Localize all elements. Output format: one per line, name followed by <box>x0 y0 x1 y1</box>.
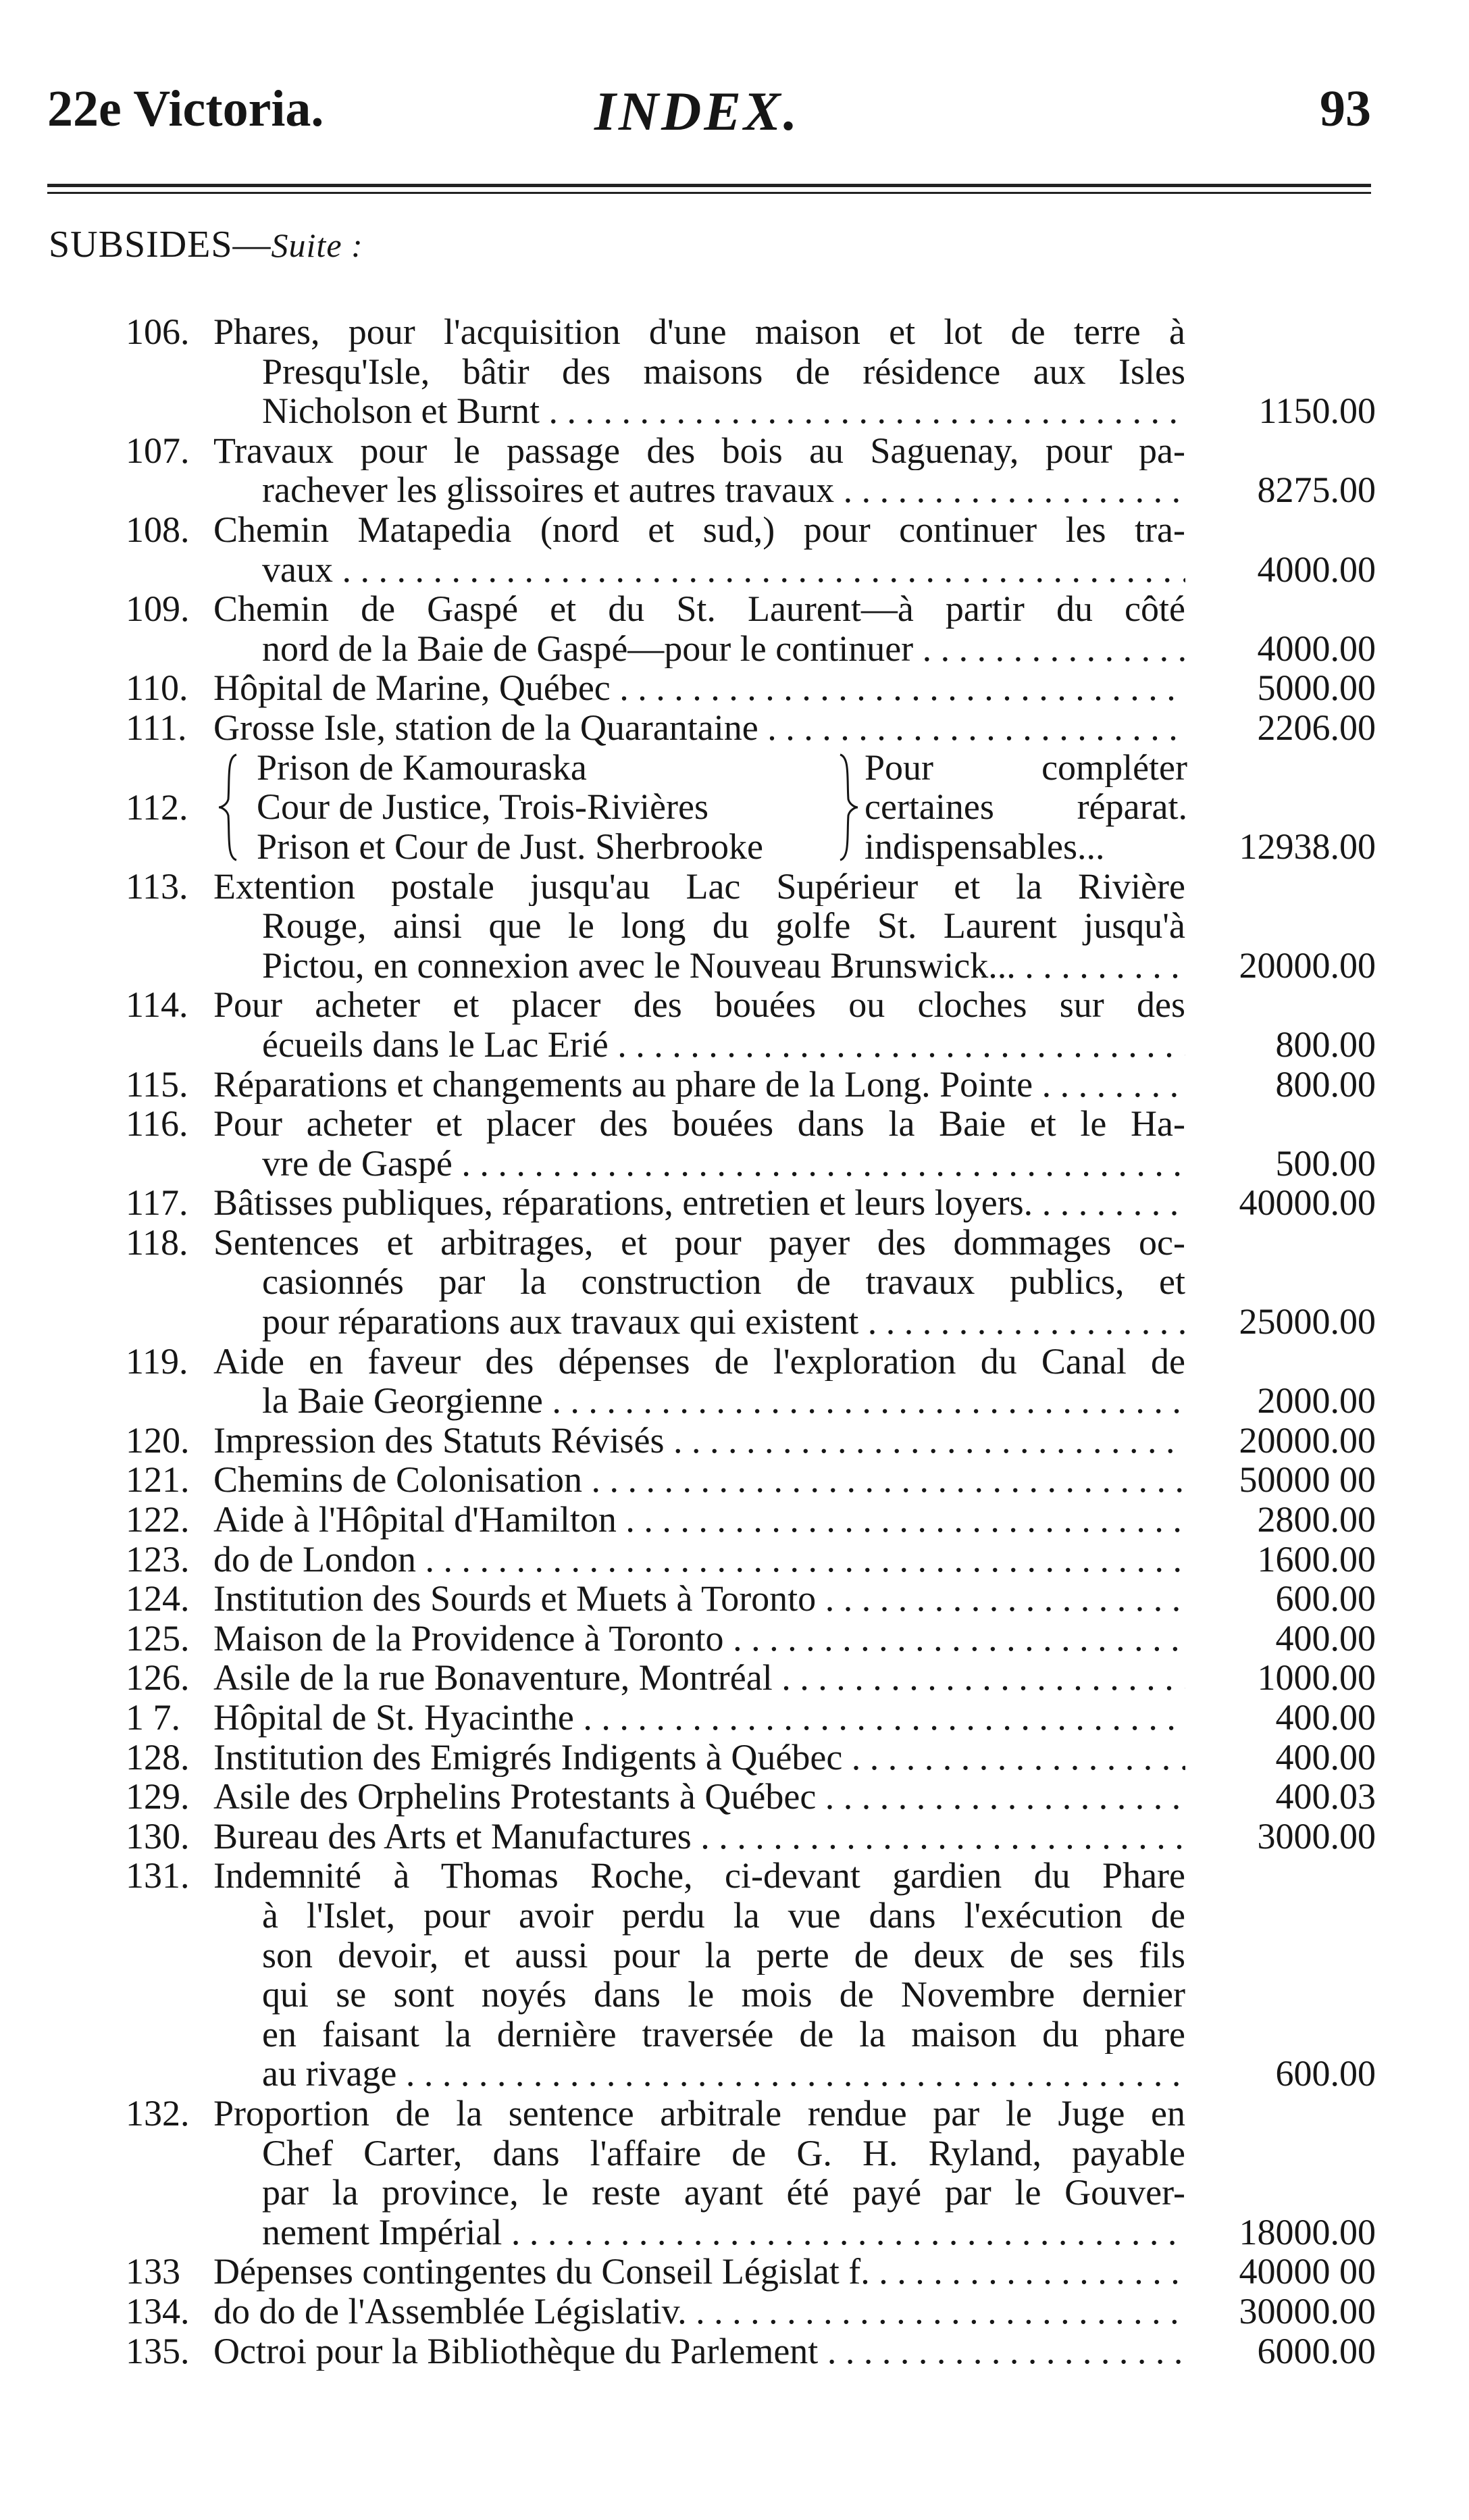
entry-text: Pour acheter et placer des bouées ou cloches sur des <box>213 985 1185 1025</box>
index-entry <box>0 1104 1469 1144</box>
entry-number: 122. <box>126 1499 190 1540</box>
entry-text: Grosse Isle, station de la Quarantaine . . . <box>213 708 1185 748</box>
entry-amount: 400.00 <box>1275 1617 1376 1659</box>
brace-stroke <box>840 755 858 860</box>
index-entry <box>0 1065 1469 1105</box>
entry-continuation-line <box>0 629 1469 669</box>
entry-amount: 2000.00 <box>1257 1380 1376 1421</box>
index-entry <box>0 985 1469 1025</box>
index-entry <box>0 2094 1469 2134</box>
header-volume: 22e Victoria. <box>47 80 324 137</box>
entry-number: 125. <box>126 1617 190 1659</box>
entry-amount: 6000.00 <box>1257 2330 1376 2371</box>
entry-text: à l'Islet, pour avoir perdu la vue dans l'exécution de <box>262 1895 1185 1936</box>
entry-amount: 1150.00 <box>1258 390 1376 432</box>
entry-amount: 40000 00 <box>1239 2251 1376 2292</box>
entry-amount: 40000.00 <box>1239 1182 1376 1224</box>
entry-amount: 4000.00 <box>1257 628 1376 669</box>
entry-amount: 25000.00 <box>1239 1301 1376 1342</box>
entry-continuation-line <box>0 1025 1469 1065</box>
entry-text: qui se sont noyés dans le mois de Novembre dernier <box>262 1975 1185 2015</box>
entry-number: 1 7. <box>126 1697 180 1738</box>
index-entry <box>0 1817 1469 1857</box>
entry-number: 133 <box>126 2251 180 2292</box>
index-entry <box>0 1777 1469 1817</box>
entry-text: Octroi pour la Bibliothèque du Parlement . . . <box>213 2332 1185 2371</box>
index-entry <box>0 668 1469 708</box>
entry-text: Phares, pour l'acquisition d'une maison et lot de terre à <box>213 312 1185 352</box>
entry-text: Impression des Statuts Révisés . . . <box>213 1421 1185 1461</box>
institution-name: Prison de Kamouraska <box>257 747 587 788</box>
entry-number: 126. <box>126 1657 190 1698</box>
entry-number: 134. <box>126 2290 190 2332</box>
entry-text: Aide en faveur des dépenses de l'exploration du Canal de <box>213 1341 1185 1382</box>
right-brace-icon <box>835 752 862 863</box>
entry-text: vre de Gaspé . . . <box>262 1144 1185 1184</box>
entry-text: vaux . . . <box>262 550 1185 590</box>
entry-continuation-line <box>0 391 1469 431</box>
entry-text: Asile des Orphelins Protestants à Québec . . . <box>213 1777 1185 1817</box>
index-entry <box>0 431 1469 471</box>
index-entries <box>0 312 1469 2371</box>
entry-text: Travaux pour le passage des bois au Saguenay, pour pa- <box>213 430 1185 471</box>
index-entry <box>0 867 1469 907</box>
entry-amount: 18000.00 <box>1239 2211 1376 2252</box>
entry-text: casionnés par la construction de travaux publics, et <box>262 1262 1185 1303</box>
entry-number: 132. <box>126 2092 190 2134</box>
entry-continuation-line <box>0 946 1469 986</box>
entry-text: Pictou, en connexion avec le Nouveau Brunswick... . . . <box>262 946 1185 986</box>
entry-continuation-line <box>0 2015 1469 2055</box>
entry-amount: 20000.00 <box>1239 1419 1376 1461</box>
purpose-note <box>865 748 1187 867</box>
entry-amount: 12938.00 <box>1239 826 1376 867</box>
entry-amount: 600.00 <box>1275 1578 1376 1619</box>
entry-text: Dépenses contingentes du Conseil Législat f. . . . <box>213 2252 1185 2292</box>
entry-amount: 20000.00 <box>1239 944 1376 986</box>
entry-text: Nicholson et Burnt . . . <box>262 391 1185 431</box>
header-rule-thick <box>47 184 1371 187</box>
entry-continuation-line <box>0 550 1469 590</box>
entry-continuation-line <box>0 2173 1469 2213</box>
index-entry <box>0 1460 1469 1500</box>
entry-amount: 400.03 <box>1275 1776 1376 1817</box>
page-number: 93 <box>1320 80 1371 137</box>
institution-name: Cour de Justice, Trois-Rivières <box>257 787 708 827</box>
entry-number: 115. <box>126 1063 188 1105</box>
entry-text: son devoir, et aussi pour la perte de deux de ses fils <box>262 1935 1185 1975</box>
entry-number: 117. <box>126 1182 188 1224</box>
entry-number: 113. <box>126 865 188 907</box>
entry-text: Maison de la Providence à Toronto . . . <box>213 1619 1185 1659</box>
entry-amount: 1000.00 <box>1257 1657 1376 1698</box>
purpose-line: indispensables... <box>865 826 1105 867</box>
header-rule-thin <box>47 192 1371 194</box>
entry-amount: 400.00 <box>1275 1736 1376 1778</box>
left-brace <box>215 752 242 863</box>
entry-text: Chef Carter, dans l'affaire de G. H. Ryland, payable <box>262 2133 1185 2173</box>
index-entry-braced <box>0 748 1469 867</box>
index-entry <box>0 1658 1469 1698</box>
brace-stroke <box>219 755 236 860</box>
entry-continuation-line <box>0 2213 1469 2252</box>
section-suffix: Suite : <box>271 226 363 264</box>
right-brace <box>835 752 862 863</box>
entry-text: Sentences et arbitrages, et pour payer des dommages oc- <box>213 1222 1185 1263</box>
entry-number: 114. <box>126 984 188 1026</box>
entry-number: 130. <box>126 1815 190 1857</box>
entry-text: par la province, le reste ayant été payé par le Gouver- <box>262 2173 1185 2213</box>
entry-number: 135. <box>126 2330 190 2371</box>
index-entry <box>0 589 1469 629</box>
entry-text: Indemnité à Thomas Roche, ci-devant gardien du Phare <box>213 1856 1185 1896</box>
index-entry <box>0 2292 1469 2332</box>
entry-continuation-line <box>0 470 1469 510</box>
entry-amount: 800.00 <box>1275 1063 1376 1105</box>
entry-text: Extention postale jusqu'au Lac Supérieur et la Rivière <box>213 866 1185 907</box>
entry-number: 108. <box>126 509 190 550</box>
index-entry <box>0 2332 1469 2371</box>
entry-continuation-line <box>0 1381 1469 1421</box>
entry-text: Hôpital de St. Hyacinthe . . . <box>213 1698 1185 1738</box>
entry-text: nord de la Baie de Gaspé—pour le continuer . . . <box>262 629 1185 669</box>
index-entry <box>0 510 1469 550</box>
entry-number: 131. <box>126 1855 190 1896</box>
entry-continuation-line <box>0 1302 1469 1342</box>
entry-number: 112. <box>126 786 188 828</box>
institution-list <box>257 748 837 867</box>
entry-number: 116. <box>126 1103 188 1144</box>
entry-amount: 30000.00 <box>1239 2290 1376 2332</box>
entry-text: Réparations et changements au phare de la Long. Pointe . . . <box>213 1065 1185 1105</box>
entry-amount: 500.00 <box>1275 1142 1376 1184</box>
entry-text: Rouge, ainsi que le long du golfe St. Laurent jusqu'à <box>262 906 1185 946</box>
entry-amount: 1600.00 <box>1257 1538 1376 1580</box>
entry-text: Chemin de Gaspé et du St. Laurent—à partir du côté <box>213 589 1185 629</box>
entry-number: 118. <box>126 1221 188 1263</box>
entry-text: au rivage . . . <box>262 2054 1185 2094</box>
entry-number: 106. <box>126 311 190 352</box>
section-title: SUBSIDES— <box>49 224 272 266</box>
entry-text: Chemins de Colonisation . . . <box>213 1460 1185 1500</box>
entry-number: 109. <box>126 588 190 630</box>
entry-continuation-line <box>0 1936 1469 1975</box>
entry-text: en faisant la dernière traversée de la maison du phare <box>262 2014 1185 2055</box>
index-entry <box>0 1223 1469 1263</box>
entry-text: Proportion de la sentence arbitrale rendue par le Juge en <box>213 2093 1185 2134</box>
index-entry <box>0 1738 1469 1778</box>
running-head <box>47 73 1371 147</box>
purpose-line: certaines réparat. <box>865 787 1187 827</box>
entry-number: 123. <box>126 1538 190 1580</box>
entry-amount: 400.00 <box>1275 1697 1376 1738</box>
entry-text: pour réparations aux travaux qui existent . . . <box>262 1302 1185 1342</box>
entry-continuation-line <box>0 1144 1469 1184</box>
index-entry <box>0 2252 1469 2292</box>
entry-number: 111. <box>126 707 187 748</box>
entry-text: Pour acheter et placer des bouées dans la Baie et le Ha- <box>213 1104 1185 1144</box>
index-entry <box>0 1579 1469 1619</box>
entry-text: Hôpital de Marine, Québec . . . <box>213 668 1185 708</box>
entry-text: Bâtisses publiques, réparations, entretien et leurs loyers. . . . <box>213 1183 1185 1223</box>
entry-text: Institution des Emigrés Indigents à Québec . . . <box>213 1738 1185 1778</box>
entry-text: nement Impérial . . . <box>262 2213 1185 2252</box>
entry-continuation-line <box>0 2134 1469 2173</box>
index-entry <box>0 1342 1469 1382</box>
entry-continuation-line <box>0 1262 1469 1302</box>
entry-number: 107. <box>126 430 190 471</box>
entry-amount: 2800.00 <box>1257 1499 1376 1540</box>
entry-text: Presqu'Isle, bâtir des maisons de résidence aux Isles <box>262 351 1185 392</box>
entry-amount: 50000 00 <box>1239 1459 1376 1501</box>
entry-continuation-line <box>0 352 1469 392</box>
entry-continuation-line <box>0 906 1469 946</box>
index-entry <box>0 1540 1469 1580</box>
institution-name: Prison et Cour de Just. Sherbrooke <box>257 826 763 867</box>
index-entry <box>0 1183 1469 1223</box>
entry-number: 121. <box>126 1459 190 1501</box>
entry-amount: 600.00 <box>1275 2053 1376 2094</box>
left-brace-icon <box>215 752 242 863</box>
entry-text: Institution des Sourds et Muets à Toronto . . . <box>213 1579 1185 1619</box>
entry-text: la Baie Georgienne . . . <box>262 1381 1185 1421</box>
entry-number: 128. <box>126 1736 190 1778</box>
entry-continuation-line <box>0 1896 1469 1936</box>
entry-number: 124. <box>126 1578 190 1619</box>
entry-text: Chemin Matapedia (nord et sud,) pour continuer les tra- <box>213 509 1185 550</box>
entry-number: 129. <box>126 1776 190 1817</box>
entry-amount: 5000.00 <box>1257 667 1376 709</box>
entry-text: écueils dans le Lac Erié . . . <box>262 1025 1185 1065</box>
entry-number: 110. <box>126 667 188 709</box>
index-entry <box>0 708 1469 748</box>
entry-text: do do de l'Assemblée Législativ. . . . <box>213 2292 1185 2332</box>
entry-amount: 2206.00 <box>1257 707 1376 748</box>
index-entry <box>0 1619 1469 1659</box>
entry-continuation-line <box>0 2054 1469 2094</box>
entry-text: Asile de la rue Bonaventure, Montréal . . . <box>213 1658 1185 1698</box>
index-entry <box>0 1856 1469 1896</box>
entry-text: rachever les glissoires et autres travaux . . . <box>262 470 1185 510</box>
header-title: INDEX. <box>594 80 800 142</box>
entry-amount: 4000.00 <box>1257 549 1376 590</box>
entry-amount: 8275.00 <box>1257 470 1376 511</box>
index-entry <box>0 1421 1469 1461</box>
entry-text: Bureau des Arts et Manufactures . . . <box>213 1817 1185 1857</box>
purpose-line: Pour compléter <box>865 747 1187 788</box>
entry-continuation-line <box>0 1975 1469 2015</box>
index-entry <box>0 1698 1469 1738</box>
entry-amount: 800.00 <box>1275 1024 1376 1065</box>
entry-amount: 3000.00 <box>1257 1815 1376 1857</box>
section-heading <box>49 223 363 266</box>
entry-number: 120. <box>126 1419 190 1461</box>
entry-text: Aide à l'Hôpital d'Hamilton . . . <box>213 1500 1185 1540</box>
index-entry <box>0 312 1469 352</box>
entry-text: do de London . . . <box>213 1540 1185 1580</box>
index-entry <box>0 1500 1469 1540</box>
entry-number: 119. <box>126 1340 188 1382</box>
